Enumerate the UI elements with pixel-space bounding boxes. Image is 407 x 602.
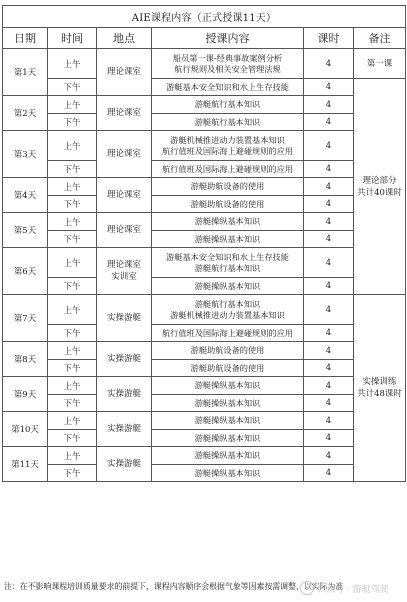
place-cell	[97, 412, 152, 447]
content-line: 游艇操纵基本知识	[194, 233, 261, 244]
content-cell-am	[152, 178, 304, 196]
hours-cell-pm: 4	[304, 196, 354, 213]
time-cell-pm: 下午	[48, 79, 97, 96]
time-cell-am: 上午	[48, 295, 97, 325]
content-line: 游艇基本安全知识和水上生存技能	[166, 81, 289, 92]
footer-note: 注：在不影响课程培训质量要求的前提下，课程内容顺序会根据气象等因素按需调整，以实际为准	[4, 582, 344, 591]
hours-cell-pm: 4	[304, 161, 354, 178]
schedule-body	[3, 49, 406, 482]
time-cell-am: 上午	[48, 342, 97, 360]
hours-cell-am: 4	[304, 295, 354, 325]
table-row	[3, 131, 406, 161]
hours-cell-pm: 4	[304, 360, 354, 377]
table-row	[3, 430, 406, 447]
content-cell-pm	[152, 196, 304, 213]
time-cell-pm: 下午	[48, 360, 97, 377]
place-cell	[97, 342, 152, 377]
hours-cell-pm: 4	[304, 325, 354, 342]
header-row	[3, 28, 406, 49]
table-row	[3, 213, 406, 231]
day-cell: 第2天	[3, 96, 48, 131]
content-line: 游艇助航设备的使用	[190, 198, 265, 209]
table-row	[3, 465, 406, 482]
content-cell-pm	[152, 231, 304, 248]
note-theory-total	[354, 79, 406, 295]
table-row	[3, 278, 406, 295]
content-cell-am	[152, 96, 304, 114]
place-cell	[97, 295, 152, 342]
content-cell-pm	[152, 278, 304, 295]
place-label: 理论课室 实训室	[106, 260, 141, 282]
header-place: 地点	[97, 28, 152, 49]
content-line: 游艇操纵基本知识	[194, 280, 261, 291]
table-row	[3, 79, 406, 96]
content-cell-am	[152, 295, 304, 325]
content-line: 游艇操纵基本知识	[194, 397, 261, 408]
hours-cell-am: 4	[304, 213, 354, 231]
place-label: 实操游艇	[106, 354, 141, 364]
table-row	[3, 161, 406, 178]
day-cell: 第8天	[3, 342, 48, 377]
time-cell-am: 上午	[48, 96, 97, 114]
time-cell-am: 上午	[48, 377, 97, 395]
day-cell: 第6天	[3, 248, 48, 295]
table-title: AIE课程内容（正式授课11天）	[3, 6, 406, 28]
place-label: 理论课室	[106, 225, 141, 235]
header-time: 时间	[48, 28, 97, 49]
content-cell-pm	[152, 325, 304, 342]
table-row	[3, 295, 406, 325]
note-practice-total	[354, 295, 406, 482]
day-cell: 第4天	[3, 178, 48, 213]
hours-cell-am: 4	[304, 412, 354, 430]
table-row	[3, 325, 406, 342]
place-cell	[97, 447, 152, 482]
place-cell	[97, 49, 152, 96]
content-line: 游艇航行基本知识	[194, 298, 261, 309]
time-cell-am: 上午	[48, 49, 97, 79]
content-line: 航行规则及相关安全管理法规	[174, 63, 281, 74]
hours-cell-am: 4	[304, 377, 354, 395]
content-cell-am	[152, 412, 304, 430]
content-cell-am	[152, 447, 304, 465]
header-date: 日期	[3, 28, 48, 49]
time-cell-pm: 下午	[48, 278, 97, 295]
content-line: 船员第一课-经典事故案例分析	[172, 52, 283, 63]
table-row	[3, 447, 406, 465]
content-cell-am	[152, 248, 304, 278]
time-cell-pm: 下午	[48, 114, 97, 131]
time-cell-pm: 下午	[48, 325, 97, 342]
place-label: 理论课室	[106, 67, 141, 77]
hours-cell-am: 4	[304, 178, 354, 196]
content-line: 游艇助航设备的使用	[190, 181, 265, 191]
content-line: 游艇操纵基本知识	[194, 467, 261, 478]
content-cell-am	[152, 213, 304, 231]
content-line: 航行值班及国际海上避碰规则的应用	[161, 327, 293, 338]
place-cell	[97, 178, 152, 213]
content-line: 游艇机械推进动力装置基本知识	[170, 309, 285, 320]
content-line: 游艇航行基本知识	[194, 99, 261, 109]
content-line: 航行值班及国际海上避碰规则的应用	[161, 163, 293, 174]
hours-cell-pm: 4	[304, 430, 354, 447]
content-line: 游艇操纵基本知识	[194, 380, 261, 390]
day-cell: 第5天	[3, 213, 48, 248]
content-line: 游艇操纵基本知识	[194, 432, 261, 443]
note-first-lesson: 第一课	[354, 49, 406, 79]
time-cell-am: 上午	[48, 447, 97, 465]
content-cell-pm	[152, 395, 304, 412]
time-cell-am: 上午	[48, 248, 97, 278]
place-label: 理论课室	[106, 190, 141, 200]
content-cell-am	[152, 342, 304, 360]
table-row	[3, 114, 406, 131]
content-cell-pm	[152, 360, 304, 377]
content-line: 游艇航行基本知识	[194, 262, 261, 273]
hours-cell-pm: 4	[304, 231, 354, 248]
content-cell-pm	[152, 161, 304, 178]
place-label: 理论课室	[106, 149, 141, 159]
hours-cell-am: 4	[304, 248, 354, 278]
header-content: 授课内容	[152, 28, 304, 49]
table-row	[3, 196, 406, 213]
time-cell-pm: 下午	[48, 395, 97, 412]
content-line: 游艇助航设备的使用	[190, 345, 265, 355]
content-line: 游艇操纵基本知识	[194, 415, 261, 425]
time-cell-pm: 下午	[48, 430, 97, 447]
content-line: 游艇助航设备的使用	[190, 362, 265, 373]
day-cell: 第3天	[3, 131, 48, 178]
day-cell: 第10天	[3, 412, 48, 447]
time-cell-am: 上午	[48, 131, 97, 161]
content-cell-am	[152, 377, 304, 395]
time-cell-pm: 下午	[48, 231, 97, 248]
place-label: 实操游艇	[106, 389, 141, 399]
place-cell	[97, 131, 152, 178]
place-label: 理论课室	[106, 108, 141, 118]
watermark-logo	[300, 579, 404, 597]
content-line: 游艇基本安全知识和水上生存技能	[166, 251, 289, 262]
place-label: 实操游艇	[106, 313, 141, 323]
header-notes: 备注	[354, 28, 406, 49]
course-schedule-table	[2, 5, 406, 482]
hours-cell-pm: 4	[304, 114, 354, 131]
hours-cell-am: 4	[304, 96, 354, 114]
content-cell-pm	[152, 114, 304, 131]
watermark-text: 公众号 · 游艇驾驶	[317, 584, 389, 595]
wechat-icon	[300, 581, 314, 595]
table-row	[3, 231, 406, 248]
content-cell-pm	[152, 465, 304, 482]
hours-cell-am: 4	[304, 342, 354, 360]
content-line: 游艇操纵基本知识	[194, 450, 261, 460]
day-cell: 第7天	[3, 295, 48, 342]
hours-cell-am: 4	[304, 49, 354, 79]
day-cell: 第11天	[3, 447, 48, 482]
content-line: 航行值班及国际海上避碰规则的应用	[161, 145, 293, 156]
place-label: 实操游艇	[106, 459, 141, 469]
hours-cell-pm: 4	[304, 79, 354, 96]
time-cell-am: 上午	[48, 412, 97, 430]
table-row	[3, 412, 406, 430]
note-text: 理论部分 共计40课时	[357, 175, 402, 198]
note-text: 实操训练 共计48课时	[357, 377, 402, 399]
time-cell-pm: 下午	[48, 196, 97, 213]
time-cell-pm: 下午	[48, 465, 97, 482]
table-row	[3, 178, 406, 196]
place-cell	[97, 377, 152, 412]
place-cell	[97, 213, 152, 248]
table-row	[3, 377, 406, 395]
hours-cell-pm: 4	[304, 465, 354, 482]
content-line: 游艇操纵基本知识	[194, 216, 261, 226]
content-cell-pm	[152, 79, 304, 96]
table-row	[3, 395, 406, 412]
content-line: 游艇机械推进动力装置基本知识	[170, 134, 285, 145]
table-row	[3, 248, 406, 278]
time-cell-am: 上午	[48, 213, 97, 231]
time-cell-pm: 下午	[48, 161, 97, 178]
hours-cell-pm: 4	[304, 278, 354, 295]
table-row	[3, 342, 406, 360]
hours-cell-am: 4	[304, 447, 354, 465]
hours-cell-am: 4	[304, 131, 354, 161]
content-cell-am	[152, 131, 304, 161]
table-row	[3, 360, 406, 377]
content-cell-am	[152, 49, 304, 79]
time-cell-am: 上午	[48, 178, 97, 196]
header-hours: 课时	[304, 28, 354, 49]
hours-cell-pm: 4	[304, 395, 354, 412]
table-row	[3, 96, 406, 114]
day-cell: 第9天	[3, 377, 48, 412]
place-cell	[97, 248, 152, 295]
content-line: 游艇航行基本知识	[194, 116, 261, 127]
place-label: 实操游艇	[106, 424, 141, 434]
table-row	[3, 49, 406, 79]
place-cell	[97, 96, 152, 131]
content-cell-pm	[152, 430, 304, 447]
day-cell: 第1天	[3, 49, 48, 96]
